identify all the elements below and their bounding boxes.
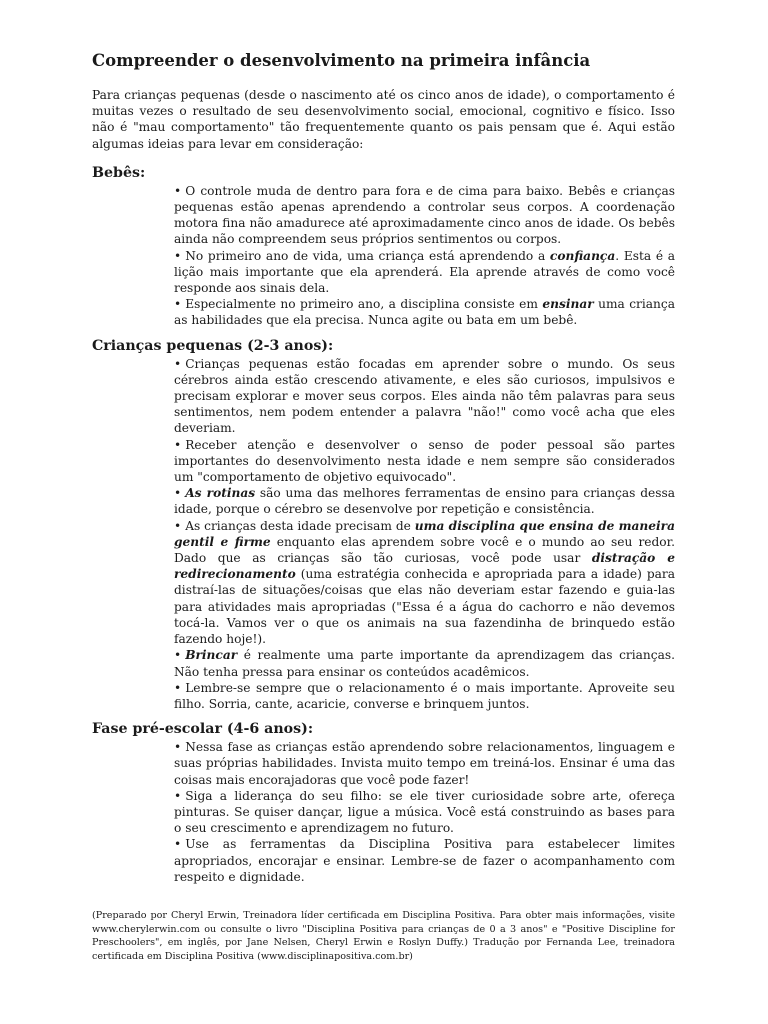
document-title: Compreender o desenvolvimento na primeira infância (92, 51, 591, 70)
bullet-icon: • (174, 183, 182, 198)
bullet-item (174, 356, 675, 437)
bullet-icon: • (174, 486, 182, 501)
bullet-text: Lembre-se sempre que o relacionamento é o mais importante. Aproveite seu filho. Sorria, cante, acaricie, converse e brinquem juntos. (174, 680, 675, 711)
bullet-text: são uma das melhores ferramentas de ensino para crianças dessa idade, porque o cérebro se desenvolve por repetição e consistência. (174, 486, 675, 517)
section-heading: Fase pré-escolar (4-6 anos): (92, 721, 314, 738)
bullet-icon: • (174, 437, 182, 452)
bullet-text: enquanto elas aprendem sobre você e o mundo ao seu redor. Dado que as crianças são tão curiosas, você pode usar (174, 534, 675, 566)
bullet-text: As crianças desta idade precisam de (185, 518, 415, 533)
bullet-item (174, 647, 675, 679)
bullet-item (174, 183, 675, 248)
bullet-icon: • (174, 788, 182, 803)
emphasis-text: confiança (549, 248, 616, 263)
bullet-icon: • (174, 648, 182, 663)
bullet-text: uma criança as habilidades que ela precisa. Nunca agite ou bata em um bebê. (174, 297, 675, 328)
bullet-text: . Esta é a lição mais importante que ela aprenderá. Ela aprende através de como você responde aos sinais dela. (174, 248, 675, 296)
bullet-item (174, 788, 675, 837)
bullet-list (174, 183, 675, 329)
bullet-list (174, 739, 675, 885)
bullet-text: Siga a liderança do seu filho: se ele tiver curiosidade sobre arte, ofereça pinturas. Se quiser dançar, ligue a música. Você está construindo as bases para o seu crescimento e aprendizagem no futuro. (174, 788, 675, 836)
bullet-icon: • (174, 356, 182, 371)
bullet-icon: • (174, 297, 182, 312)
bullet-text: O controle muda de dentro para fora e de cima para baixo. Bebês e crianças pequenas estão apenas aprendendo a controlar seus corpos. A coordenação motora fina não amadurece até aproximadamente cinco anos de idade. Os bebês ainda não compreendem seus próprios sentimentos ou corpos. (174, 183, 675, 247)
bullet-text: Nessa fase as crianças estão aprendendo sobre relacionamentos, linguagem e suas próprias habilidades. Invista muito tempo em treiná-los. Ensinar é uma das coisas mais encorajadoras que você pode fazer! (174, 740, 675, 787)
bullet-item (174, 739, 675, 788)
bullet-item (174, 296, 675, 328)
bullet-item (174, 836, 675, 885)
sections-container (92, 164, 675, 885)
bullet-icon: • (174, 740, 182, 755)
intro-paragraph: Para crianças pequenas (desde o nascimento até os cinco anos de idade), o comportamento é muitas vezes o resultado de seu desenvolvimento social, emocional, cognitivo e físico. Isso não é "mau comportamento" tão frequentemente quanto os pais pensam que é. Aqui estão algumas ideias para levar em consideração: (92, 88, 675, 151)
section-heading: Bebês: (92, 164, 146, 181)
bullet-item (174, 680, 675, 712)
bullet-icon: • (174, 518, 182, 533)
bullet-item (174, 437, 675, 486)
bullet-item (174, 485, 675, 517)
bullet-text: Receber atenção e desenvolver o senso de poder pessoal são partes importantes do desenvolvimento nesta idade e nem sempre são considerados um "comportamento de objetivo equivocado". (174, 437, 675, 485)
emphasis-text: Brincar (185, 648, 238, 663)
emphasis-text: distração e redirecionamento (174, 551, 675, 582)
bullet-item (174, 248, 675, 297)
bullet-text: Especialmente no primeiro ano, a disciplina consiste em (185, 297, 543, 312)
bullet-text: é realmente uma parte importante da aprendizagem das crianças. Não tenha pressa para ensinar os conteúdos acadêmicos. (174, 648, 675, 679)
section-heading: Crianças pequenas (2-3 anos): (92, 337, 334, 354)
bullet-icon: • (174, 837, 182, 852)
bullet-item (174, 518, 675, 648)
bullet-text: (uma estratégia conhecida e apropriada para a idade) para distraí-las de situações/coisas que elas não deveriam estar fazendo e guia-las para atividades mais apropriadas ("Essa é a água do cachorro e não devemos tocá-la. Vamos ver o que os animais na sua fazendinha de brinquedo estão fazendo hoje!). (174, 567, 675, 647)
bullet-icon: • (174, 680, 182, 695)
emphasis-text: As rotinas (185, 486, 256, 501)
bullet-text: Use as ferramentas da Disciplina Positiva para estabelecer limites apropriados, encorajar e ensinar. Lembre-se de fazer o acompanhamento com respeito e dignidade. (174, 837, 675, 884)
emphasis-text: uma disciplina que ensina de maneira gentil e firme (174, 518, 675, 549)
bullet-text: No primeiro ano de vida, uma criança está aprendendo a (185, 248, 550, 263)
emphasis-text: ensinar (542, 297, 594, 312)
bullet-text: Crianças pequenas estão focadas em aprender sobre o mundo. Os seus cérebros ainda estão crescendo ativamente, e eles são curiosos, impulsivos e precisam explorar e mover seus corpos. Eles ainda não têm palavras para seus sentimentos, nem podem entender a palavra "não!" como você acha que eles deveriam. (174, 356, 675, 436)
bullet-list (174, 356, 675, 712)
bullet-icon: • (174, 248, 182, 263)
footer-note: (Preparado por Cheryl Erwin, Treinadora líder certificada em Disciplina Positiva. Para obter mais informações, visite www.cherylerwin.com ou consulte o livro "Disciplina Positiva para crianças de 0 a 3 anos" e "Positive Discipline for Preschoolers", em inglês, por Jane Nelsen, Cheryl Erwin e Roslyn Duffy.) Tradução por Fernanda Lee, treinadora certificada em Disciplina Positiva (www.disciplinapositiva.com.br) (92, 910, 675, 962)
